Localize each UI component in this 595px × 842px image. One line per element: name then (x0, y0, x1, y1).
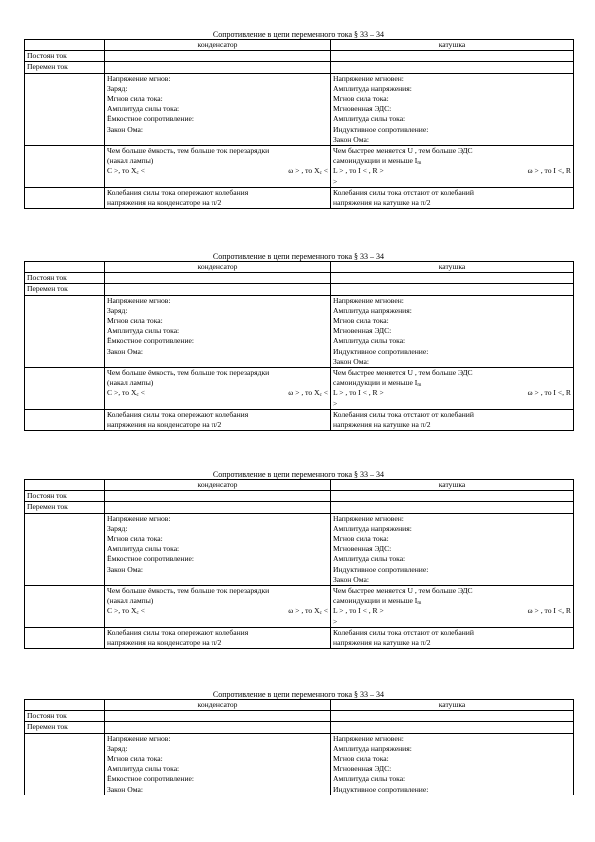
coil-line: Мгновенная ЭДС: (333, 104, 392, 114)
resistance-table (24, 39, 574, 209)
row-label-ac: Перемен ток (25, 284, 105, 295)
coil-phase-cell: Колебания силы тока отстают от колебаний напряжения на катушке на π/2 (331, 627, 574, 648)
coil-dependence-cell: Чем быстрее меняется U , тем больше ЭДС самоиндукции и меньше $I_m$ L > , то I < , R > ω > , то I <, R > (331, 146, 574, 188)
coil-phase-cell: Колебания силы тока отстают от колебаний напряжения на катушке на π/2 (331, 187, 574, 208)
capacitor-line: Ёмкостное сопротивление: (107, 774, 195, 784)
row-label-dc: Постоян ток (25, 711, 105, 722)
coil-line: Амплитуда напряжения: (333, 523, 412, 533)
worksheet-block-1 (24, 30, 573, 209)
worksheet-block-3 (24, 470, 573, 649)
coil-omega-relation: ω > , то I <, R (527, 388, 571, 398)
capacitor-line: Заряд: (107, 523, 128, 533)
row-label-dc: Постоян ток (25, 51, 105, 62)
capacitor-c-relation: С >, то $X_c$ < (107, 166, 145, 177)
capacitor-line: Заряд: (107, 743, 128, 753)
coil-omega-relation: ω > , то I <, R (527, 606, 571, 616)
row-label-ac: Перемен ток (25, 62, 105, 73)
capacitor-dependence-cell: Чем больше ёмкость, тем больше ток перезарядки (накал лампы) С >, то $X_c$ < ω > , то $X_c$ < (105, 586, 331, 628)
coil-dependence-cell: Чем быстрее меняется U , тем больше ЭДС самоиндукции и меньше $I_m$ L > , то I < , R > ω > , то I <, R > (331, 586, 574, 628)
row-label-ac: Перемен ток (25, 502, 105, 513)
coil-line: Мгнов сила тока: (333, 754, 389, 764)
coil-line: Амплитуда напряжения: (333, 305, 412, 315)
worksheet-title: Сопротивление в цепи переменного тока § 33 – 34 (212, 470, 385, 479)
coil-omega-relation: ω > , то I <, R (527, 166, 571, 176)
coil-line: Амплитуда силы тока: (333, 554, 406, 564)
capacitor-dependence-cell: Чем больше ёмкость, тем больше ток перезарядки (накал лампы) С >, то $X_c$ < ω > , то $X_c$ < (105, 368, 331, 410)
capacitor-line: Мгнов сила тока: (107, 754, 163, 764)
coil-line: Мгновенная ЭДС: (333, 326, 392, 336)
header-coil: катушка (331, 40, 574, 51)
resistance-table (24, 699, 574, 795)
row-label-dc: Постоян ток (25, 273, 105, 284)
capacitor-line: Ёмкостное сопротивление: (107, 554, 195, 564)
capacitor-line: Закон Ома: (107, 564, 143, 574)
capacitor-line: Напряжение мгнов: (107, 513, 171, 523)
header-capacitor: конденсатор (105, 480, 331, 491)
capacitor-dependence-cell: Чем больше ёмкость, тем больше ток перезарядки (накал лампы) С >, то $X_c$ < ω > , то $X_c$ < (105, 146, 331, 188)
coil-line: Амплитуда силы тока: (333, 114, 406, 124)
row-label-dc: Постоян ток (25, 491, 105, 502)
worksheet-block-2 (24, 252, 573, 431)
capacitor-line: Напряжение мгнов: (107, 73, 171, 83)
capacitor-line: Ёмкостное сопротивление: (107, 114, 195, 124)
coil-formulas-cell (331, 295, 574, 367)
coil-line: Амплитуда силы тока: (333, 774, 406, 784)
capacitor-line: Мгнов сила тока: (107, 534, 163, 544)
coil-line: Амплитуда силы тока: (333, 336, 406, 346)
capacitor-line: Амплитуда силы тока: (107, 764, 180, 774)
capacitor-line: Амплитуда силы тока: (107, 326, 180, 336)
capacitor-line: Напряжение мгнов: (107, 733, 171, 743)
coil-line: Индуктивное сопротивление: (333, 346, 429, 356)
coil-line: Закон Ома: (333, 574, 369, 584)
coil-line: Индуктивное сопротивление: (333, 124, 429, 134)
coil-formulas-cell (331, 73, 574, 145)
capacitor-line: Ёмкостное сопротивление: (107, 336, 195, 346)
coil-line: Мгнов сила тока: (333, 534, 389, 544)
coil-formulas-cell (331, 513, 574, 585)
capacitor-line: Мгнов сила тока: (107, 94, 163, 104)
coil-line: Мгновенная ЭДС: (333, 544, 392, 554)
capacitor-phase-cell: Колебания силы тока опережают колебания напряжения на конденсаторе на π/2 (105, 187, 331, 208)
capacitor-phase-cell: Колебания силы тока опережают колебания напряжения на конденсаторе на π/2 (105, 409, 331, 430)
capacitor-c-relation: С >, то $X_c$ < (107, 388, 145, 399)
coil-line: Мгновенная ЭДС: (333, 764, 392, 774)
capacitor-omega-relation: ω > , то $X_c$ < (288, 388, 328, 399)
coil-l-relation: L > , то I < , R > (333, 388, 384, 398)
coil-l-relation: L > , то I < , R > (333, 606, 384, 616)
capacitor-line: Амплитуда силы тока: (107, 544, 180, 554)
coil-line: Закон Ома: (333, 356, 369, 366)
resistance-table (24, 479, 574, 649)
coil-line: Мгнов сила тока: (333, 94, 389, 104)
coil-line: Напряжение мгновен: (333, 295, 404, 305)
capacitor-line: Амплитуда силы тока: (107, 104, 180, 114)
capacitor-line: Закон Ома: (107, 784, 143, 794)
capacitor-phase-cell: Колебания силы тока опережают колебания напряжения на конденсаторе на π/2 (105, 627, 331, 648)
resistance-table (24, 261, 574, 431)
coil-line: Напряжение мгновен: (333, 73, 404, 83)
capacitor-formulas-cell (105, 73, 331, 145)
capacitor-formulas-cell (105, 513, 331, 585)
coil-line: Амплитуда напряжения: (333, 743, 412, 753)
capacitor-omega-relation: ω > , то $X_c$ < (288, 606, 328, 617)
capacitor-line: Закон Ома: (107, 346, 143, 356)
capacitor-formulas-cell (105, 295, 331, 367)
coil-line: Мгнов сила тока: (333, 316, 389, 326)
coil-line: Амплитуда напряжения: (333, 83, 412, 93)
capacitor-omega-relation: ω > , то $X_c$ < (288, 166, 328, 177)
header-capacitor: конденсатор (105, 262, 331, 273)
capacitor-line: Мгнов сила тока: (107, 316, 163, 326)
capacitor-line: Закон Ома: (107, 124, 143, 134)
header-coil: катушка (331, 480, 574, 491)
coil-dependence-cell: Чем быстрее меняется U , тем больше ЭДС самоиндукции и меньше $I_m$ L > , то I < , R > ω > , то I <, R > (331, 368, 574, 410)
coil-line: Закон Ома: (333, 134, 369, 144)
coil-l-relation: L > , то I < , R > (333, 166, 384, 176)
capacitor-c-relation: С >, то $X_c$ < (107, 606, 145, 617)
header-coil: катушка (331, 700, 574, 711)
worksheet-title: Сопротивление в цепи переменного тока § 33 – 34 (212, 252, 385, 261)
capacitor-line: Заряд: (107, 305, 128, 315)
header-coil: катушка (331, 262, 574, 273)
capacitor-line: Заряд: (107, 83, 128, 93)
coil-line: Индуктивное сопротивление: (333, 784, 429, 794)
coil-line: Индуктивное сопротивление: (333, 564, 429, 574)
coil-phase-cell: Колебания силы тока отстают от колебаний напряжения на катушке на π/2 (331, 409, 574, 430)
coil-formulas-cell (331, 733, 574, 795)
row-label-ac: Перемен ток (25, 722, 105, 733)
header-capacitor: конденсатор (105, 40, 331, 51)
header-capacitor: конденсатор (105, 700, 331, 711)
capacitor-line: Напряжение мгнов: (107, 295, 171, 305)
capacitor-formulas-cell (105, 733, 331, 795)
worksheet-title: Сопротивление в цепи переменного тока § 33 – 34 (212, 30, 385, 39)
worksheet-block-4 (24, 690, 573, 795)
worksheet-title: Сопротивление в цепи переменного тока § 33 – 34 (212, 690, 385, 699)
coil-line: Напряжение мгновен: (333, 513, 404, 523)
coil-line: Напряжение мгновен: (333, 733, 404, 743)
